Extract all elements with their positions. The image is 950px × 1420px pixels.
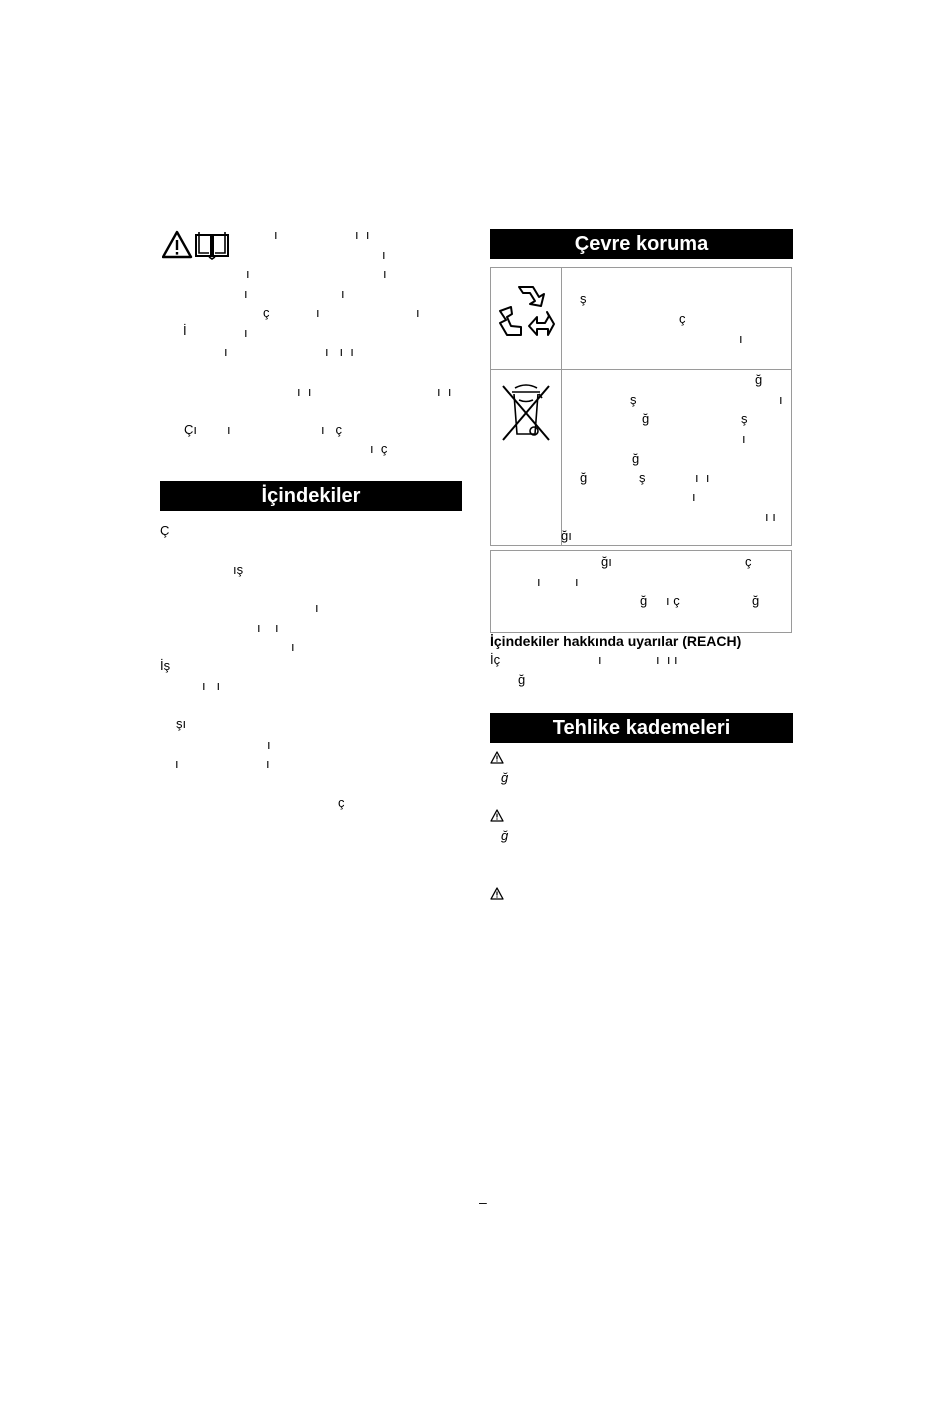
- text-fragment: ğ: [640, 593, 648, 608]
- text-fragment: ı ç: [321, 422, 342, 437]
- text-fragment: şı: [176, 716, 187, 731]
- text-fragment: ı: [739, 331, 743, 346]
- text-fragment: ı: [598, 652, 602, 667]
- warning-triangle-icon: [490, 751, 504, 764]
- text-fragment: ı: [227, 422, 231, 437]
- open-book-icon: [194, 230, 230, 260]
- text-fragment: ğ: [580, 470, 588, 485]
- text-fragment: ğ: [642, 411, 650, 426]
- text-fragment: ı ı: [437, 384, 452, 399]
- warning-triangle-icon: [490, 887, 504, 900]
- text-fragment: ı ı: [765, 509, 776, 524]
- text-fragment: ğ: [632, 451, 640, 466]
- text-fragment: İş: [160, 658, 171, 673]
- text-fragment: ı: [575, 574, 579, 589]
- text-fragment: ı: [244, 286, 248, 301]
- text-fragment: ı: [383, 266, 387, 281]
- text-fragment: ı: [224, 344, 228, 359]
- text-fragment: ş: [630, 392, 637, 407]
- text-fragment: ı: [537, 574, 541, 589]
- section-title-contents: İçindekiler: [160, 481, 462, 511]
- text-fragment: ı ı: [355, 227, 370, 242]
- text-fragment: ı ç: [666, 593, 680, 608]
- text-fragment: ğ: [755, 372, 763, 387]
- text-fragment: ı ç: [370, 441, 388, 456]
- text-fragment: ı: [266, 756, 270, 771]
- text-fragment: ı ı ı: [656, 652, 678, 667]
- text-fragment: Ç: [160, 523, 170, 538]
- text-fragment: İç: [490, 652, 501, 667]
- text-fragment: Çı: [184, 422, 197, 437]
- text-fragment: ı: [175, 756, 179, 771]
- text-fragment: İ: [183, 323, 187, 338]
- text-fragment: ğı: [561, 528, 572, 543]
- text-fragment: ı: [779, 392, 783, 407]
- table-divider: [561, 267, 562, 546]
- text-fragment: ı ı: [297, 384, 312, 399]
- text-fragment: ı: [274, 227, 278, 242]
- text-fragment: ı: [382, 247, 386, 262]
- text-fragment: ğ: [501, 828, 509, 843]
- text-fragment: ı: [692, 489, 696, 504]
- text-fragment: ğ: [752, 593, 760, 608]
- text-fragment: ç: [745, 554, 752, 569]
- text-fragment: ı: [315, 600, 319, 615]
- text-fragment: ç: [679, 311, 686, 326]
- reach-heading: İçindekiler hakkında uyarılar (REACH): [490, 633, 742, 649]
- text-fragment: ı: [291, 639, 295, 654]
- section-title-environment: Çevre koruma: [490, 229, 793, 259]
- text-fragment: ı: [416, 305, 420, 320]
- text-fragment: ış: [233, 562, 244, 577]
- text-fragment: ş: [580, 291, 587, 306]
- text-fragment: ı: [244, 325, 248, 340]
- page-number-dash: –: [479, 1194, 487, 1210]
- text-fragment: ğ: [501, 770, 509, 785]
- text-fragment: ı: [246, 266, 250, 281]
- text-fragment: ı ı: [202, 678, 221, 693]
- table-divider: [490, 369, 792, 370]
- text-fragment: ş: [639, 470, 646, 485]
- text-fragment: ı ı ı: [325, 344, 354, 359]
- crossed-out-wheelie-bin-icon: [501, 382, 551, 442]
- text-fragment: ı ı: [257, 620, 279, 635]
- text-fragment: ç: [263, 305, 270, 320]
- warning-triangle-icon: [490, 809, 504, 822]
- text-fragment: ı: [316, 305, 320, 320]
- text-fragment: ı ı: [695, 470, 710, 485]
- text-fragment: ı: [341, 286, 345, 301]
- text-fragment: ı: [742, 431, 746, 446]
- text-fragment: ş: [741, 411, 748, 426]
- text-fragment: ç: [338, 795, 345, 810]
- recycle-icon: [497, 281, 557, 341]
- text-fragment: ğı: [601, 554, 612, 569]
- section-title-hazard-levels: Tehlike kademeleri: [490, 713, 793, 743]
- text-fragment: ğ: [518, 672, 526, 687]
- text-fragment: ı: [267, 737, 271, 752]
